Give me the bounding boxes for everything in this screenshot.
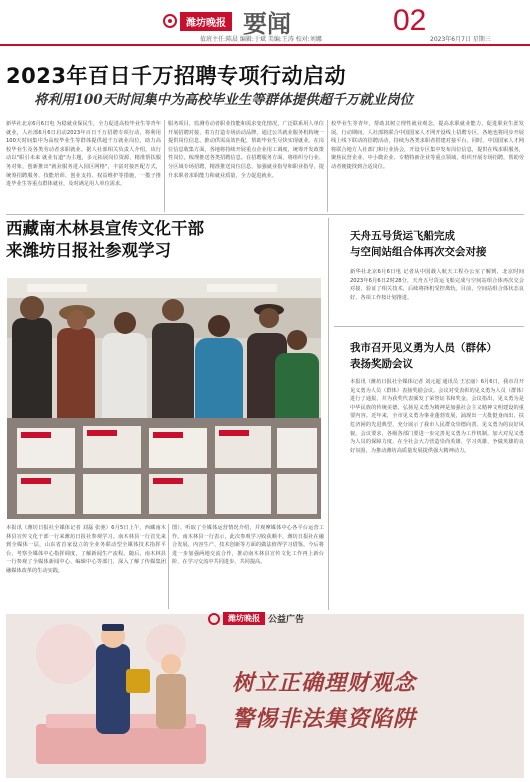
masthead-logo-name: 潍坊晚报 — [180, 12, 232, 31]
column-divider — [327, 120, 328, 212]
ad-header — [208, 612, 304, 625]
volunteer-title-line1: 我市召开见义勇为人员（群体） — [350, 342, 497, 354]
volunteer-body: 本报讯（潍坊日报社全媒体记者 刘元超 通讯员 王宏丽）6月6日，我市召开见义勇为人员（群体）表扬奖励会议。会议对受表彰的见义勇为人员（群体）进行了通报，并为获奖代表颁发了荣誉证书和奖金。会议指出，见义勇为是中华民族的传统美德，弘扬见义勇为精神是加强社会主义精神文明建设的重要内容。近年来，全市见义勇为事业蓬勃发展，涌现出一大批挺身而出、扶危济困的先进典型，充分展示了我市人民群众崇德向善、见义勇为的良好风貌。会议要求，各级各部门要进一步完善见义勇为工作机制，加大对见义勇为人员的保障力度，在全社会大力营造崇尚英雄、学习英雄、争做英雄的良好氛围，为推动潍坊高质量发展提供强大精神动力。 — [350, 379, 524, 454]
lead-subhead: 将利用100天时间集中为高校毕业生等群体提供超千万就业岗位 — [34, 92, 414, 108]
tianzhou-title-line2: 与空间站组合体再次交会对接 — [350, 246, 487, 258]
issue-date: 2023年6月7日 星期三 — [430, 36, 491, 43]
volunteer-story-title — [350, 340, 526, 372]
newspaper-logo-icon — [208, 613, 220, 625]
column-divider — [168, 524, 169, 609]
tianzhou-body: 新华社北京6月6日电 记者从中国载人航天工程办公室了解到，北京时间2023年6月6日2时28分，天舟五号货运飞船完成与空间站组合体再次交会对接，验证了相关技术，后续将择机受控离轨。目前，空间站组合体状态良好，各项工作按计划推进。 — [350, 269, 524, 301]
section-divider — [334, 326, 524, 327]
masthead — [0, 0, 530, 46]
lead-body-col3: 校毕业生等青年，帮助其树立理性就业观念，提高求职就业能力，促进职业生涯发展。行动期间，人社部将联合中国国家人才网开设线上招聘专区，各地也将同步开展线上线下联动的招聘活动，持续为各类求职者搭建对接平台。同时，中国国家人才网将联合地方人社部门和行业协会，开设专区集中发布岗位信息，提供在线求职服务，聚焦民营企业、中小微企业、专精特新企业等重点领域，组织开展专场招聘，帮助劳动者便捷找到合适岗位。 — [331, 121, 524, 170]
ad-slogan-line2: 警惕非法集资陷阱 — [232, 706, 417, 732]
tibet-title-line1: 西藏南木林县宣传文化干部 — [6, 219, 204, 238]
tibet-story-title — [6, 218, 296, 262]
news-photo — [7, 278, 321, 519]
tianzhou-title-line1: 天舟五号货运飞船完成 — [350, 230, 455, 242]
column-divider — [328, 218, 329, 610]
ad-logo-name: 潍坊晚报 — [223, 612, 265, 625]
section-divider — [6, 214, 524, 215]
editor-credits: 值班主任:陈晨 编辑:于斌 美编:王涛 校对:刘娜 — [200, 36, 322, 43]
tibet-body-col1: 本报讯（潍坊日报社全媒体记者 刘磊 张弛）6月5日上午，西藏南木林县宣传文化干部一行来潍坊日报社参观学习。南木林县一行首先来到全媒体一层，山东省首家设立的全业务联动型全媒体技术指挥平台，考察全媒体中心指挥调度，了解新闻生产流程。随后，南木林县一行参观了全媒体新闻中心、编辑中心等部门，深入了解了传媒集团融媒体改革的生动实践。 — [6, 525, 166, 574]
lead-headline: 2023年百日千万招聘专项行动启动 — [6, 64, 346, 88]
ad-tag: 公益广告 — [268, 615, 305, 625]
column-divider — [164, 120, 165, 212]
ad-slogan-line1: 树立正确理财观念 — [232, 670, 417, 696]
tibet-title-line2: 来潍坊日报社参观学习 — [6, 241, 171, 260]
page-number: 02 — [393, 4, 427, 37]
tibet-body-col2: 图），听取了全媒体运营情况介绍，并观摩媒体中心各平台运营工作。南木林县一行表示，此次参观学习收获颇丰，潍坊日报社在融合发展、内容生产、技术创新等方面的做法值得学习借鉴。今后将进一步加强两地交流合作，推动南木林县宣传文化工作再上新台阶，在学习交流中共同进步、共同提高。 — [172, 525, 324, 566]
visitors-reading-newspapers-photo — [7, 278, 321, 519]
section-title: 要闻 — [243, 9, 291, 38]
lead-body-col2: 服务项目，监测劳动者职业技能和需求变化情况，广泛联系用人单位开展招聘对接，着力打造专场活动品牌，通过公共就业服务机构统一提供岗位信息，推动供需高效匹配，帮助毕业生尽快实现就业。在岗位信息收集方面，各地将持续开展重点企业用工调度，统筹开发政策性岗位，梳理推送各类招聘信息。在招聘服务方面，将组织分行业、分区域专场招聘，精准推送岗位信息，加强就业指导和职业指导，提升求职者求职能力和就业质量，全力促进就业。 — [168, 121, 324, 179]
volunteer-title-line2: 表扬奖励会议 — [350, 358, 413, 370]
tianzhou-story-title — [350, 228, 526, 260]
lead-body-col1: 新华社北京6月6日电 为稳就业保民生，全力促进高校毕业生等青年就业，人社部6月6日启动2023年百日千万招聘专项行动，将利用100天时间集中为高校毕业生等群体提供超千万就业岗位，助力高校毕业生及各类劳动者求职就业。据人社部相关负责人介绍，该行动以"职引未来 就业有道"为主题，多元拓展岗位资源，精准帮扶服务对象，创新推出"就业服务进入园区网格"，丰富对接匹配方式，统筹招聘服务、技能培训、创业支持、权益维护等措施，一揽子推进毕业生等重点群体就业，及时满足用人单位需求。 — [6, 121, 161, 188]
masthead-logo — [163, 10, 232, 32]
newspaper-logo-icon — [163, 14, 177, 28]
